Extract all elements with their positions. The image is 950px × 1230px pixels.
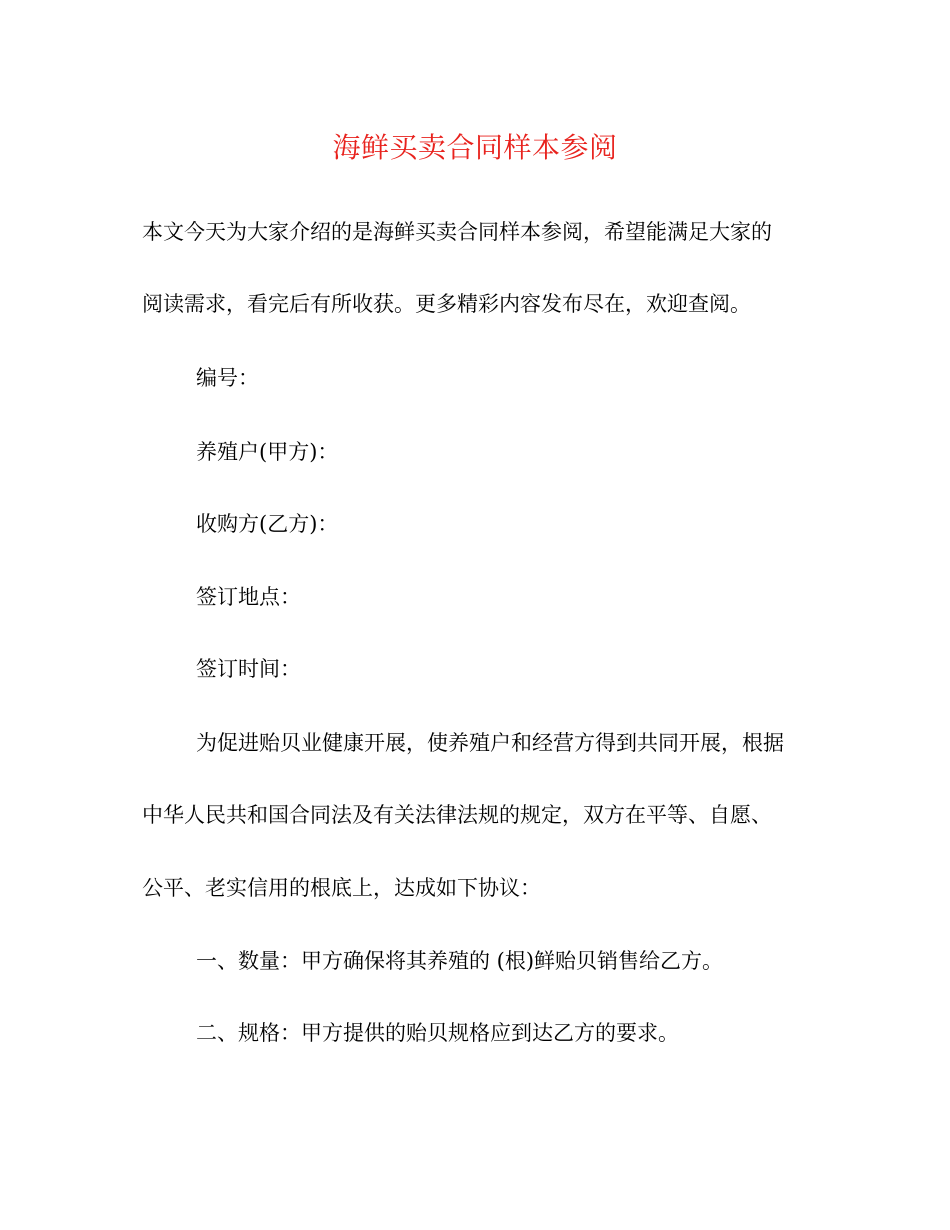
clause-quantity: 一、数量：甲方确保将其养殖的 (根)鲜贻贝销售给乙方。 xyxy=(196,949,724,973)
preamble-line-1: 为促进贻贝业健康开展，使养殖户和经营方得到共同开展，根据 xyxy=(196,731,784,755)
field-party-a: 养殖户(甲方)： xyxy=(196,440,339,464)
preamble-line-3: 公平、老实信用的根底上，达成如下协议： xyxy=(142,876,541,900)
field-signing-time: 签订时间： xyxy=(196,657,301,681)
intro-line-1: 本文今天为大家介绍的是海鲜买卖合同样本参阅，希望能满足大家的 xyxy=(142,220,772,244)
clause-specification: 二、规格：甲方提供的贻贝规格应到达乙方的要求。 xyxy=(196,1021,679,1045)
intro-line-2: 阅读需求，看完后有所收获。更多精彩内容发布尽在，欢迎查阅。 xyxy=(142,292,751,316)
preamble-line-2: 中华人民共和国合同法及有关法律法规的规定，双方在平等、自愿、 xyxy=(142,803,772,827)
field-party-b: 收购方(乙方)： xyxy=(196,512,339,536)
field-signing-place: 签订地点： xyxy=(196,585,301,609)
field-number: 编号： xyxy=(196,366,259,390)
document-title: 海鲜买卖合同样本参阅 xyxy=(332,131,618,164)
